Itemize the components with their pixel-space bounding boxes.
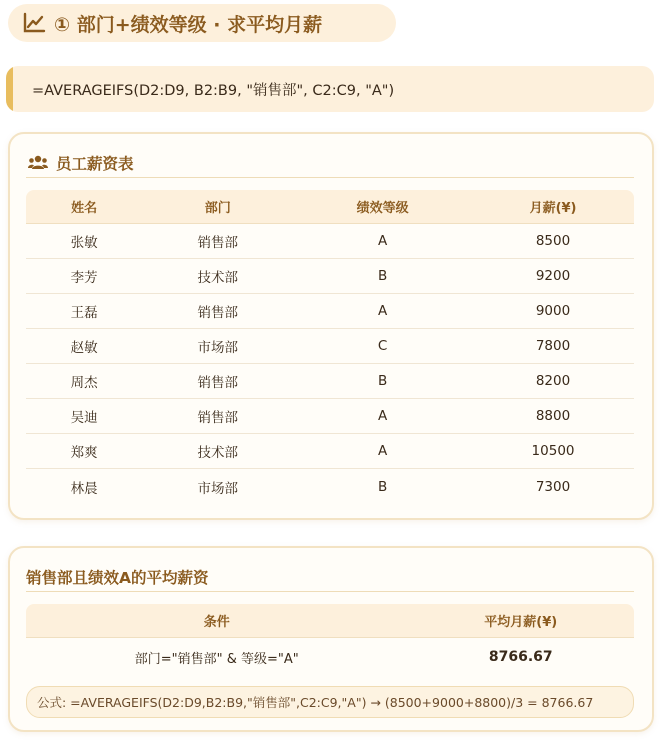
result-card-title: 销售部且绩效A的平均薪资 bbox=[26, 568, 209, 587]
name-cell: 王磊 bbox=[70, 305, 98, 321]
column-header-name: 姓名 bbox=[71, 201, 98, 216]
table-row bbox=[26, 399, 634, 434]
department-cell: 销售部 bbox=[197, 410, 238, 426]
formula-text: =AVERAGEIFS(D2:D9, B2:B9, "销售部", C2:C9, "A") bbox=[32, 82, 395, 99]
result-card-header bbox=[26, 562, 634, 592]
grade-cell: A bbox=[378, 233, 388, 249]
employee-table-header bbox=[26, 190, 634, 224]
column-header-department: 部门 bbox=[204, 201, 231, 216]
employee-table-body bbox=[26, 224, 634, 504]
grade-cell: A bbox=[378, 443, 388, 459]
salary-cell: 9200 bbox=[535, 268, 571, 284]
table-row bbox=[26, 329, 634, 364]
column-header-average: 平均月薪(¥) bbox=[484, 615, 558, 630]
employee-card-title: 员工薪资表 bbox=[56, 154, 134, 173]
name-cell: 赵敏 bbox=[70, 340, 98, 356]
salary-cell: 8200 bbox=[535, 373, 571, 389]
column-header-condition: 条件 bbox=[203, 615, 230, 630]
condition-cell: 部门="销售部" & 等级="A" bbox=[134, 651, 299, 667]
column-header-grade: 绩效等级 bbox=[356, 201, 409, 216]
result-row bbox=[26, 638, 634, 676]
department-cell: 销售部 bbox=[197, 235, 238, 251]
name-cell: 吴迪 bbox=[70, 410, 98, 426]
formula-note-text: 公式: =AVERAGEIFS(D2:D9,B2:B9,"销售部",C2:C9,"A") → (8500+9000+8800)/3 = 8766.67 bbox=[37, 695, 594, 710]
name-cell: 李芳 bbox=[70, 270, 98, 286]
salary-cell: 9000 bbox=[535, 303, 571, 319]
result-table-header bbox=[26, 604, 634, 638]
salary-cell: 8500 bbox=[535, 233, 571, 249]
name-cell: 周杰 bbox=[70, 375, 98, 391]
name-cell: 张敏 bbox=[70, 235, 98, 251]
grade-cell: A bbox=[378, 303, 388, 319]
name-cell: 郑爽 bbox=[70, 445, 98, 461]
table-row bbox=[26, 434, 634, 469]
department-cell: 技术部 bbox=[197, 445, 238, 461]
name-cell: 林晨 bbox=[70, 480, 98, 497]
department-cell: 市场部 bbox=[197, 340, 238, 356]
table-row bbox=[26, 259, 634, 294]
table-row bbox=[26, 364, 634, 399]
employee-table bbox=[26, 190, 634, 504]
page-title-pill bbox=[8, 4, 396, 42]
grade-cell: A bbox=[378, 408, 388, 424]
users-icon bbox=[28, 155, 48, 171]
grade-cell: B bbox=[378, 268, 388, 284]
result-table bbox=[26, 604, 634, 676]
grade-cell: B bbox=[378, 478, 388, 495]
grade-cell: B bbox=[378, 373, 388, 389]
department-cell: 销售部 bbox=[197, 375, 238, 391]
department-cell: 技术部 bbox=[197, 270, 238, 286]
formula-bar bbox=[6, 66, 654, 112]
salary-cell: 8800 bbox=[535, 408, 571, 424]
salary-cell: 10500 bbox=[531, 443, 575, 459]
line-chart-icon bbox=[22, 12, 46, 34]
department-cell: 市场部 bbox=[197, 480, 238, 497]
employee-salary-card bbox=[8, 132, 654, 520]
result-card bbox=[8, 546, 654, 732]
salary-cell: 7300 bbox=[535, 478, 571, 495]
table-row bbox=[26, 224, 634, 259]
table-row bbox=[26, 294, 634, 329]
column-header-salary: 月薪(¥) bbox=[529, 201, 577, 216]
formula-note bbox=[26, 686, 634, 718]
department-cell: 销售部 bbox=[197, 305, 238, 321]
average-cell: 8766.67 bbox=[488, 649, 553, 665]
grade-cell: C bbox=[377, 338, 388, 354]
formula-accent-bar bbox=[6, 66, 13, 112]
employee-card-header bbox=[26, 148, 634, 178]
table-row bbox=[26, 469, 634, 504]
page-title: ① 部门+绩效等级 · 求平均月薪 bbox=[54, 13, 323, 36]
salary-cell: 7800 bbox=[535, 338, 571, 354]
